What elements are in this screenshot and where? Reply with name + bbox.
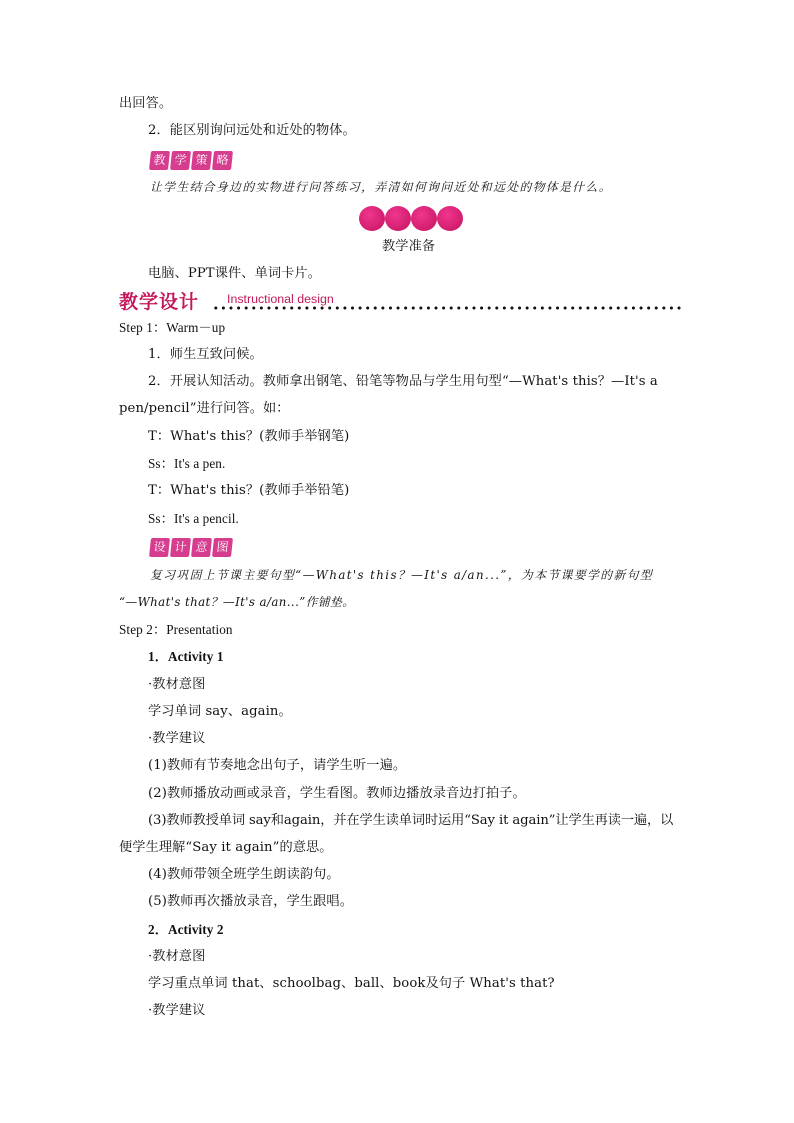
circle-icon	[359, 206, 385, 231]
text-line: 学习重点单词 that、schoolbag、ball、book及句子 What's that?	[148, 976, 555, 991]
tag-char: 意	[191, 538, 212, 557]
text-line: ·教材意图	[148, 677, 206, 692]
text-line: (3)教师教授单词 say和again，并在学生读单词时运用“Say it again”让学生再读一遍，以	[148, 813, 674, 828]
text-line: (5)教师再次播放录音，学生跟唱。	[148, 894, 354, 909]
text-line: (1)教师有节奏地念出句子，请学生听一遍。	[148, 758, 407, 773]
strategy-note: 让学生结合身边的实物进行问答练习，弄清如何询问近处和远处的物体是什么。	[150, 180, 612, 194]
text-line: 出回答。	[119, 96, 173, 111]
text-line: 便学生理解“Say it again”的意思。	[119, 840, 333, 855]
text-line: 1．师生互致问候。	[148, 347, 263, 362]
text-line: Ss：It's a pen.	[148, 456, 226, 471]
tag-char: 计	[170, 538, 191, 557]
text-line: 电脑、PPT课件、单词卡片。	[148, 266, 322, 281]
text-line: pen/pencil”进行问答。如：	[119, 401, 290, 416]
step-heading: Step 1：Warm－up	[119, 320, 226, 335]
design-intent-tag	[150, 538, 232, 557]
activity-heading: 2．Activity 2	[148, 922, 224, 937]
section-title: 教学设计	[119, 291, 200, 313]
text-line: 2．开展认知活动。教师拿出钢笔、铅笔等物品与学生用句型“—What's this？—It's a	[148, 374, 658, 389]
prep-title: 教学准备	[382, 239, 436, 254]
tag-char: 图	[212, 538, 233, 557]
circle-icon	[411, 206, 437, 231]
activity-heading: 1．Activity 1	[148, 649, 224, 664]
intent-note: 复习巩固上节课主要句型“—What's this？—It's a/an...”，为本节课要学的新句型	[150, 568, 654, 582]
text-line: T：What's this？(教师手举钢笔)	[148, 429, 350, 444]
tag-char: 学	[170, 151, 191, 170]
text-line: 学习单词 say、again。	[148, 704, 292, 719]
teaching-strategy-tag	[150, 151, 232, 170]
circle-icon	[437, 206, 463, 231]
text-line: ·教学建议	[148, 1003, 206, 1018]
text-line: (2)教师播放动画或录音，学生看图。教师边播放录音边打拍子。	[148, 786, 526, 801]
tag-char: 教	[149, 151, 170, 170]
intent-note: “—What's that？—It's a/an...”作铺垫。	[119, 595, 355, 609]
dotted-divider	[212, 306, 682, 310]
text-line: ·教学建议	[148, 731, 206, 746]
tag-char: 策	[191, 151, 212, 170]
text-line: (4)教师带领全班学生朗读韵句。	[148, 867, 340, 882]
tag-char: 略	[212, 151, 233, 170]
decorative-circles	[359, 206, 463, 232]
text-line: Ss：It's a pencil.	[148, 511, 239, 526]
step-heading: Step 2：Presentation	[119, 622, 233, 637]
circle-icon	[385, 206, 411, 231]
text-line: 2．能区别询问远处和近处的物体。	[148, 123, 356, 138]
tag-char: 设	[149, 538, 170, 557]
section-subtitle: Instructional design	[227, 292, 334, 306]
text-line: ·教材意图	[148, 949, 206, 964]
text-line: T：What's this？(教师手举铅笔)	[148, 483, 350, 498]
